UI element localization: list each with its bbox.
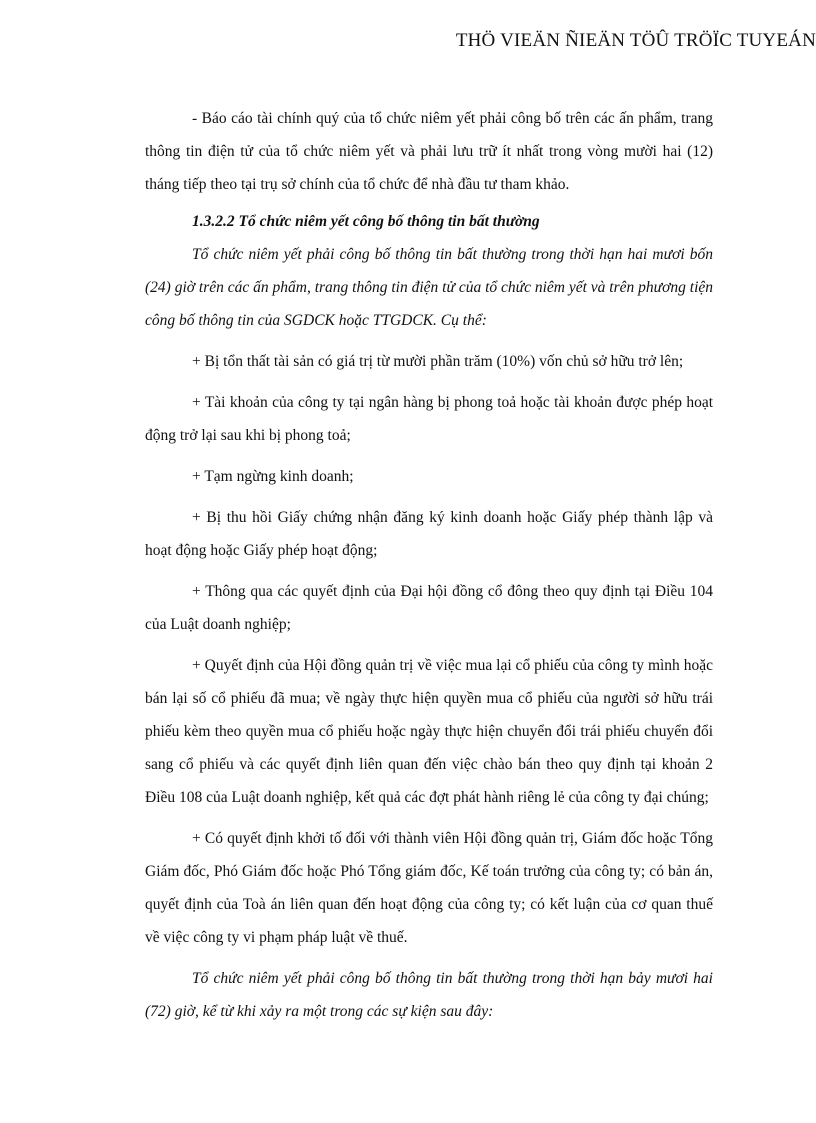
page-header-title: THÖ VIEÄN ÑIEÄN TÖÛ TRÖÏC TUYEÁN <box>455 30 816 51</box>
list-item: + Có quyết định khởi tố đối với thành viên Hội đồng quản trị, Giám đốc hoặc Tổng Giám đốc, Phó Giám đốc hoặc Phó Tổng giám đốc, Kế toán trưởng của công ty; có bản án, quyết định của Toà án liên quan đến hoạt động của công ty; có kết luận của cơ quan thuế về việc công ty vi phạm pháp luật về thuế. <box>145 830 713 946</box>
list-item: + Thông qua các quyết định của Đại hội đồng cổ đông theo quy định tại Điều 104 của Luật doanh nghiệp; <box>145 583 713 633</box>
list-item: + Bị tổn thất tài sản có giá trị từ mười phần trăm (10%) vốn chủ sở hữu trở lên; <box>192 353 684 370</box>
section-heading: 1.3.2.2 Tổ chức niêm yết công bố thông tin bất thường <box>192 213 540 230</box>
document-body <box>145 102 713 1028</box>
list-item: + Tạm ngừng kinh doanh; <box>192 468 354 485</box>
paragraph-irregular-disclosure-72h: Tổ chức niêm yết phải công bố thông tin bất thường trong thời hạn bảy mươi hai (72) giờ, kể từ khi xảy ra một trong các sự kiện sau đây: <box>145 970 713 1020</box>
paragraph-financial-report: - Báo cáo tài chính quý của tổ chức niêm yết phải công bố trên các ấn phẩm, trang thông tin điện tử của tổ chức niêm yết và phải lưu trữ ít nhất trong vòng mười hai (12) tháng tiếp theo tại trụ sở chính của tổ chức để nhà đầu tư tham khảo. <box>145 110 713 193</box>
list-item: + Bị thu hồi Giấy chứng nhận đăng ký kinh doanh hoặc Giấy phép thành lập và hoạt động hoặc Giấy phép hoạt động; <box>145 509 713 559</box>
list-item: + Tài khoản của công ty tại ngân hàng bị phong toả hoặc tài khoản được phép hoạt động trở lại sau khi bị phong toả; <box>145 394 713 444</box>
list-item: + Quyết định của Hội đồng quản trị về việc mua lại cổ phiếu của công ty mình hoặc bán lại số cổ phiếu đã mua; về ngày thực hiện quyền mua cổ phiếu của người sở hữu trái phiếu kèm theo quyền mua cổ phiếu hoặc ngày thực hiện chuyển đổi trái phiếu chuyển đổi sang cổ phiếu và các quyết định liên quan đến việc chào bán theo quy định tại khoản 2 Điều 108 của Luật doanh nghiệp, kết quả các đợt phát hành riêng lẻ của công ty đại chúng; <box>145 657 713 806</box>
paragraph-irregular-disclosure-24h: Tổ chức niêm yết phải công bố thông tin bất thường trong thời hạn hai mươi bốn (24) giờ trên các ấn phẩm, trang thông tin điện tử của tổ chức niêm yết và trên phương tiện công bố thông tin của SGDCK hoặc TTGDCK. Cụ thể: <box>145 246 713 329</box>
